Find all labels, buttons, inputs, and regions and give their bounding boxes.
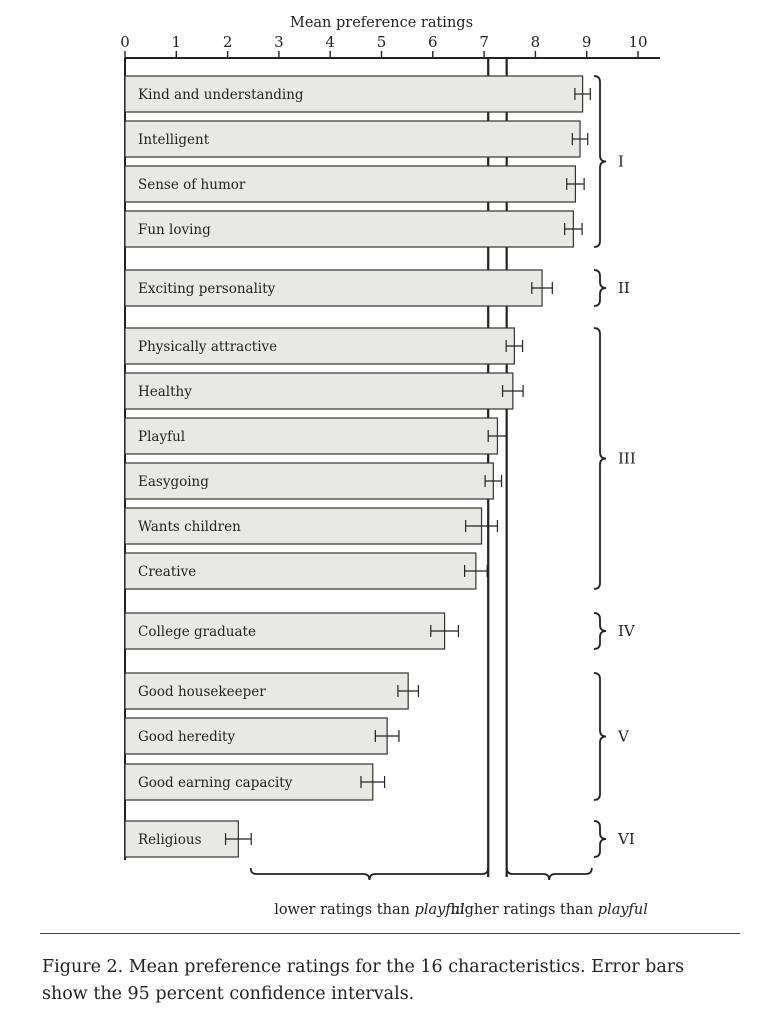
brace-path [594, 76, 606, 247]
group-label: II [618, 279, 630, 297]
figure-caption: Figure 2. Mean preference ratings for the 16 characteristics. Error bars show the 95 percent confidence intervals. [42, 957, 685, 1004]
group-brace [594, 328, 636, 589]
higher-ratings-note [451, 868, 649, 918]
bar-label: Religious [138, 832, 202, 848]
bar-label: Fun loving [138, 222, 211, 238]
x-tick-label: 0 [120, 33, 130, 51]
bar-row [125, 613, 458, 649]
x-tick-label: 4 [325, 33, 335, 51]
bar-row [125, 553, 487, 589]
x-tick-label: 10 [628, 33, 648, 51]
x-tick-label: 3 [274, 33, 284, 51]
bar-row [125, 764, 385, 800]
group-label: V [618, 727, 629, 746]
brace-path [594, 328, 606, 589]
bar-row [125, 166, 584, 202]
bar-label: Good housekeeper [138, 684, 266, 700]
bar-row [125, 508, 497, 544]
bar-label: College graduate [138, 624, 256, 640]
bar-row [125, 418, 507, 454]
caption-divider [40, 933, 740, 934]
axis-title: Mean preference ratings [289, 15, 474, 31]
bar-row [125, 821, 251, 857]
brace-path [594, 613, 606, 649]
bar-row [125, 673, 418, 709]
bar-row [125, 211, 582, 247]
bar-label: Sense of humor [138, 177, 246, 193]
x-tick-label: 7 [479, 33, 489, 51]
bar-label: Easygoing [138, 474, 209, 490]
brace-path [251, 868, 489, 880]
group-label: I [618, 152, 624, 171]
group-brace [594, 613, 636, 649]
bar-label: Physically attractive [138, 339, 278, 355]
playful-annotations [251, 868, 649, 918]
brace-path [594, 673, 606, 800]
group-label: III [618, 449, 636, 468]
group-brace [594, 821, 635, 857]
bar-label: Good earning capacity [138, 775, 293, 791]
group-label: VI [618, 830, 635, 848]
bar-label: Playful [138, 429, 186, 445]
bar-row [125, 121, 588, 157]
bars [125, 76, 590, 857]
x-tick-label: 2 [222, 33, 233, 51]
bar-row [125, 270, 552, 306]
bar-label: Intelligent [138, 132, 210, 148]
lower-ratings-note-label: lower ratings than playful [274, 902, 465, 918]
group-label: IV [618, 622, 635, 640]
higher-ratings-note-label: higher ratings than playful [450, 902, 648, 918]
x-tick-label: 9 [581, 33, 592, 51]
bar-label: Kind and understanding [138, 87, 304, 103]
bar-row [125, 463, 502, 499]
bar-label: Creative [138, 564, 197, 580]
x-tick-label: 1 [171, 33, 182, 51]
group-brace [594, 270, 630, 306]
bar-label: Healthy [138, 384, 192, 400]
bar-label: Good heredity [138, 729, 236, 745]
bar-label: Exciting personality [138, 281, 276, 297]
group-brace [594, 673, 630, 800]
brace-path [594, 821, 606, 857]
group-brace [594, 76, 624, 247]
x-tick-label: 6 [428, 33, 438, 51]
bar-row [125, 373, 523, 409]
bar-row [125, 328, 523, 364]
brace-path [507, 868, 592, 880]
bar-row [125, 718, 399, 754]
x-tick-label: 8 [530, 33, 541, 51]
brace-path [594, 270, 606, 306]
bar-label: Wants children [138, 519, 241, 535]
bar-row [125, 76, 590, 112]
group-brackets [594, 76, 636, 857]
x-tick-label: 5 [376, 33, 387, 51]
